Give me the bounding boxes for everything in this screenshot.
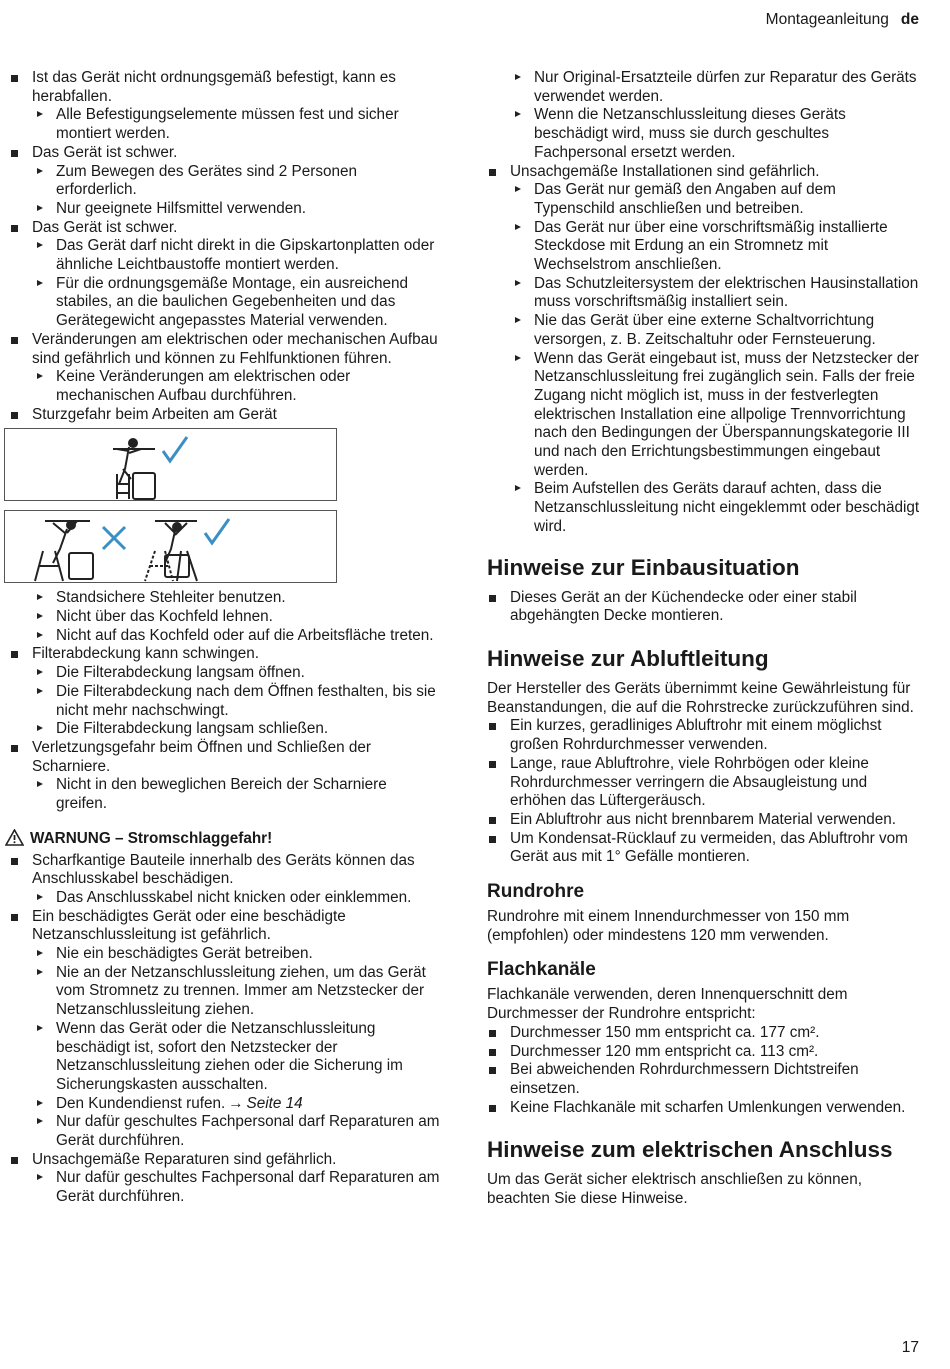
sub-bullet-item: Zum Bewegen des Gerätes sind 2 Personen erforderlich. [9, 163, 442, 200]
arrow-right-icon: → [228, 1094, 244, 1112]
bullet-item: Scharfkantige Bauteile innerhalb des Geräts können das Anschlusskabel beschädigen. [9, 852, 442, 889]
ladder-compare-illustration [5, 511, 336, 582]
warning-triangle-icon [5, 829, 24, 852]
cross-icon [103, 527, 125, 549]
bullet-item: Unsachgemäße Reparaturen sind gefährlich. [9, 1151, 442, 1170]
abluft-list [487, 717, 920, 867]
safety-list-1 [9, 69, 442, 424]
language-code: de [900, 11, 919, 28]
bullet-item: Veränderungen am elektrischen oder mechanischen Aufbau sind gefährlich und können zu Fehlfunktionen führen. [9, 331, 442, 368]
sub-bullet-item: Alle Befestigungselemente müssen fest und sicher montiert werden. [9, 106, 442, 143]
safety-list-3a [9, 852, 442, 1095]
sub-bullet-item: Wenn das Gerät oder die Netzanschlussleitung beschädigt ist, sofort den Netzstecker der Netzanschlussleitung ziehen oder die Sicherung im Sicherungskasten ausschalten. [9, 1020, 442, 1095]
safety-list-3b [9, 1113, 442, 1207]
right-column [487, 69, 920, 1209]
bullet-item: Dieses Gerät an der Küchendecke oder einer stabil abgehängten Decke montieren. [487, 589, 920, 626]
bullet-item: Durchmesser 120 mm entspricht ca. 113 cm². [487, 1043, 920, 1062]
elektro-text: Um das Gerät sicher elektrisch anschließen zu können, beachten Sie diese Hinweise. [487, 1171, 862, 1208]
bullet-item: Ist das Gerät nicht ordnungsgemäß befestigt, kann es herabfallen. [9, 69, 442, 106]
ladder-correct-illustration [5, 429, 336, 500]
sub-bullet-item: Standsichere Stehleiter benutzen. [9, 589, 442, 608]
sub-bullet-item: Nicht auf das Kochfeld oder auf die Arbeitsfläche treten. [9, 627, 442, 646]
bullet-item: Keine Flachkanäle mit scharfen Umlenkungen verwenden. [487, 1099, 920, 1118]
sub-bullet-item: Nur Original-Ersatzteile dürfen zur Reparatur des Geräts verwendet werden. [487, 69, 920, 106]
heading-rundrohre: Rundrohre [487, 881, 585, 903]
bullet-item: Sturzgefahr beim Arbeiten am Gerät [9, 406, 442, 425]
figure-ladder-correct [4, 428, 337, 501]
bullet-item: Filterabdeckung kann schwingen. [9, 645, 442, 664]
sub-bullet-item: Nicht über das Kochfeld lehnen. [9, 608, 442, 627]
bullet-item: Das Gerät ist schwer. [9, 144, 442, 163]
sub-bullet-item: Für die ordnungsgemäße Montage, ein ausreichend stabiles, an die baulichen Gegebenheiten und das Gerätegewicht angepasstes Material verwenden. [9, 275, 442, 331]
bullet-item: Ein Abluftrohr aus nicht brennbarem Material verwenden. [487, 811, 920, 830]
safety-list-right [487, 69, 920, 537]
sub-bullet-item: Nie an der Netzanschlussleitung ziehen, um das Gerät vom Stromnetz zu trennen. Immer am Netzstecker der Netzanschlussleitung ziehen. [9, 964, 442, 1020]
sub-bullet-item: Nie ein beschädigtes Gerät betreiben. [9, 945, 442, 964]
bullet-item: Ein beschädigtes Gerät oder eine beschädigte Netzanschlussleitung ist gefährlich. [9, 908, 442, 945]
einbau-list [487, 589, 920, 626]
sub-bullet-item: Das Gerät nur gemäß den Angaben auf dem Typenschild anschließen und betreiben. [487, 181, 920, 218]
bullet-item: Verletzungsgefahr beim Öffnen und Schließen der Scharniere. [9, 739, 442, 776]
warning-heading [5, 829, 442, 852]
sub-bullet-item: Die Filterabdeckung langsam schließen. [9, 720, 442, 739]
sub-bullet-item: Das Schutzleitersystem der elektrischen Hausinstallation muss vorschriftsmäßig installiert sein. [487, 275, 920, 312]
heading-abluftleitung: Hinweise zur Abluftleitung [487, 645, 769, 671]
page-number: 17 [901, 1339, 919, 1356]
bullet-item: Das Gerät ist schwer. [9, 219, 442, 238]
sub-bullet-item: Wenn die Netzanschlussleitung dieses Geräts beschädigt wird, muss sie durch geschultes Fachpersonal ersetzt werden. [487, 106, 920, 162]
sub-bullet-item: Keine Veränderungen am elektrischen oder mechanischen Aufbau durchführen. [9, 368, 442, 405]
sub-bullet-item: Nur dafür geschultes Fachpersonal darf Reparaturen am Gerät durchführen. [9, 1113, 442, 1150]
kundendienst-text: Den Kundendienst rufen. [56, 1094, 226, 1112]
sub-bullet-item: Die Filterabdeckung langsam öffnen. [9, 664, 442, 683]
bullet-item: Ein kurzes, geradliniges Abluftrohr mit einem möglichst großen Rohrdurchmesser verwenden. [487, 717, 920, 754]
kundendienst-item [9, 1095, 442, 1114]
bullet-item: Um Kondensat-Rücklauf zu vermeiden, das Abluftrohr vom Gerät aus mit 1° Gefälle montieren. [487, 830, 920, 867]
sub-bullet-item: Das Gerät darf nicht direkt in die Gipskartonplatten oder ähnliche Leichtbaustoffe montiert werden. [9, 237, 442, 274]
sub-bullet-item: Das Gerät nur über eine vorschriftsmäßig installierte Steckdose mit Erdung an ein Stromnetz mit Wechselstrom anschließen. [487, 219, 920, 275]
warning-text: WARNUNG – Stromschlaggefahr! [30, 829, 273, 847]
check-icon [205, 519, 229, 543]
rundrohre-text: Rundrohre mit einem Innendurchmesser von 150 mm (empfohlen) oder mindestens 120 mm verwenden. [487, 908, 850, 944]
left-column [9, 69, 442, 1207]
person-on-ladder-leaning-icon [35, 521, 93, 581]
sub-bullet-item: Wenn das Gerät eingebaut ist, muss der Netzstecker der Netzanschlussleitung frei zugänglich sein. Falls der freie Zugang nicht möglich ist, muss in der festverlegten elektrischen Installation eine allpolige Trennvorrichtung nach den Bedingungen der Überspannungskategorie III und nach den Errichtungsbestimmungen eingebaut werden. [487, 350, 920, 481]
safety-list-2 [9, 589, 442, 813]
heading-flachkanaele: Flachkanäle [487, 959, 596, 981]
sub-bullet-item: Das Anschlusskabel nicht knicken oder einklemmen. [9, 889, 442, 908]
figure-ladder-compare [4, 510, 337, 583]
flach-list [487, 1024, 920, 1118]
bullet-item: Durchmesser 150 mm entspricht ca. 177 cm². [487, 1024, 920, 1043]
bullet-item: Lange, raue Abluftrohre, viele Rohrbögen oder kleine Rohrdurchmesser verringern die Absaugleistung und erhöhen das Lüftergeräusch. [487, 755, 920, 811]
header-title: Montageanleitung [765, 11, 889, 28]
sub-bullet-item: Nur dafür geschultes Fachpersonal darf Reparaturen am Gerät durchführen. [9, 1169, 442, 1206]
sub-bullet-item: Beim Aufstellen des Geräts darauf achten, dass die Netzanschlussleitung nicht eingeklemmt oder beschädigt wird. [487, 480, 920, 536]
page-reference-link[interactable]: Seite 14 [246, 1094, 303, 1112]
abluft-intro: Der Hersteller des Geräts übernimmt keine Gewährleistung für Beanstandungen, die auf die Rohrstrecke zurückzuführen sind. [487, 679, 914, 716]
bullet-item: Bei abweichenden Rohrdurchmessern Dichtstreifen einsetzen. [487, 1061, 920, 1098]
heading-elektrischer-anschluss: Hinweise zum elektrischen Anschluss [487, 1137, 893, 1163]
page-header [766, 11, 919, 29]
flachkanaele-intro: Flachkanäle verwenden, deren Innenquerschnitt dem Durchmesser der Rundrohre entspricht: [487, 986, 848, 1023]
heading-einbausituation: Hinweise zur Einbausituation [487, 554, 800, 580]
person-on-stepladder-icon [145, 521, 197, 581]
bullet-item: Unsachgemäße Installationen sind gefährlich. [487, 163, 920, 182]
sub-bullet-item: Die Filterabdeckung nach dem Öffnen festhalten, bis sie nicht mehr nachschwingt. [9, 683, 442, 720]
sub-bullet-item: Nie das Gerät über eine externe Schaltvorrichtung versorgen, z. B. Zeitschaltuhr oder Fernsteuerung. [487, 312, 920, 349]
sub-bullet-item: Nur geeignete Hilfsmittel verwenden. [9, 200, 442, 219]
person-on-ladder-icon [113, 439, 155, 499]
check-icon [163, 437, 187, 461]
sub-bullet-item: Nicht in den beweglichen Bereich der Scharniere greifen. [9, 776, 442, 813]
